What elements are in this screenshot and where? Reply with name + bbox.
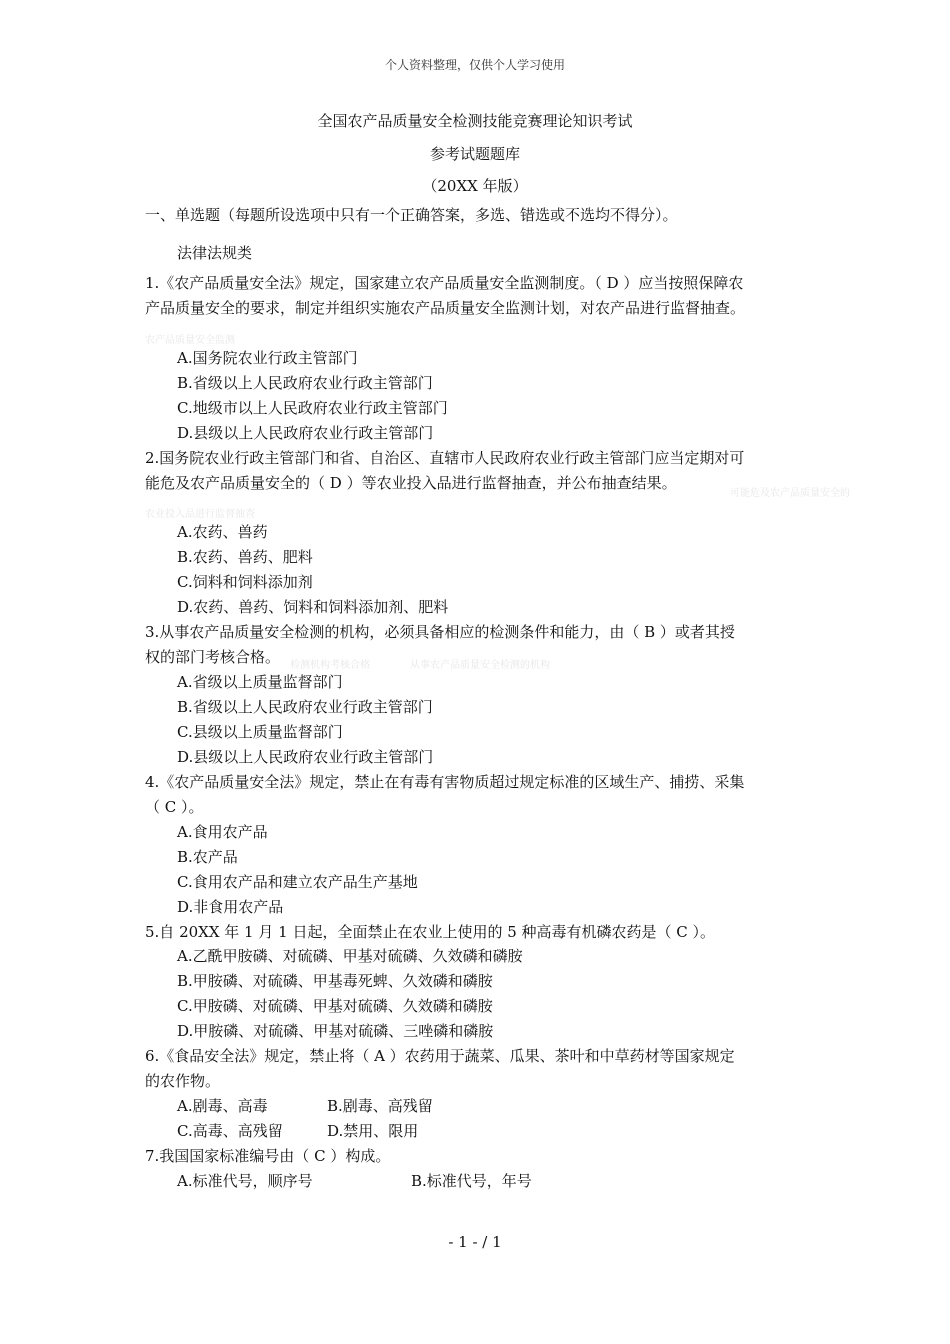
faint-watermark-text: 可能危及农产品质量安全的 [730, 488, 850, 499]
document-subtitle: 参考试题题库 [429, 145, 520, 163]
question-1-option-a: A.国务院农业行政主管部门 [177, 349, 358, 367]
category-heading: 法律法规类 [177, 244, 253, 262]
question-4-option-b: B.农产品 [177, 848, 238, 866]
section-heading: 一、单选题（每题所设选项中只有一个正确答案，多选、错选或不选均不得分）。 [145, 206, 678, 224]
question-6-option-c: C.高毒、高残留 [177, 1122, 283, 1140]
question-2-option-d: D.农药、兽药、饲料和饲料添加剂、肥料 [177, 598, 449, 616]
question-6-line-1: 6.《食品安全法》规定，禁止将（ A ）农药用于蔬菜、瓜果、茶叶和中草药材等国家规定 [145, 1047, 735, 1065]
page-number-footer: - 1 - / 1 [448, 1233, 502, 1251]
question-1-line-2: 产品质量安全的要求，制定并组织实施农产品质量安全监测计划，对农产品进行监督抽查。 [145, 299, 746, 317]
question-7-option-b: B.标准代号，年号 [411, 1172, 532, 1190]
question-6-options-row-1 [177, 1094, 849, 1118]
question-5-option-d: D.甲胺磷、对硫磷、甲基对硫磷、三唑磷和磷胺 [177, 1022, 494, 1040]
question-6-line-2: 的农作物。 [145, 1072, 221, 1090]
question-7-option-a: A.标准代号，顺序号 [177, 1172, 313, 1190]
question-3-option-b: B.省级以上人民政府农业行政主管部门 [177, 698, 433, 716]
document-title: 全国农产品质量安全检测技能竞赛理论知识考试 [317, 112, 633, 130]
question-1-line-1: 1.《农产品质量安全法》规定，国家建立农产品质量安全监测制度。（ D ）应当按照保障农 [145, 274, 744, 292]
question-2-option-a: A.农药、兽药 [177, 523, 268, 541]
question-4-line-1: 4.《农产品质量安全法》规定，禁止在有毒有害物质超过规定标准的区域生产、捕捞、采集 [145, 773, 745, 791]
question-3-line-2: 权的部门考核合格。 [145, 648, 281, 666]
question-3-line-1: 3.从事农产品质量安全检测的机构，必须具备相应的检测条件和能力，由（ B ）或者其授 [145, 623, 735, 641]
question-6-option-d: D.禁用、限用 [327, 1122, 419, 1140]
question-2-option-c: C.饲料和饲料添加剂 [177, 573, 313, 591]
question-3-option-d: D.县级以上人民政府农业行政主管部门 [177, 748, 434, 766]
question-5-option-b: B.甲胺磷、对硫磷、甲基毒死蜱、久效磷和磷胺 [177, 972, 493, 990]
question-6-options-row-2 [177, 1119, 849, 1143]
question-1-option-d: D.县级以上人民政府农业行政主管部门 [177, 424, 434, 442]
faint-watermark-text: 从事农产品质量安全检测的机构 [410, 660, 550, 671]
question-7-options-row-1 [177, 1169, 849, 1193]
question-3-option-a: A.省级以上质量监督部门 [177, 673, 343, 691]
question-5-option-a: A.乙酰甲胺磷、对硫磷、甲基对硫磷、久效磷和磷胺 [177, 947, 523, 965]
question-3-option-c: C.县级以上质量监督部门 [177, 723, 343, 741]
question-4-line-2: （ C ）。 [145, 798, 204, 816]
question-5-line-1: 5.自 20XX 年 1 月 1 日起，全面禁止在农业上使用的 5 种高毒有机磷农药是（ C ）。 [145, 923, 716, 941]
question-1-option-b: B.省级以上人民政府农业行政主管部门 [177, 374, 433, 392]
question-7-line-1: 7.我国国家标准编号由（ C ）构成。 [145, 1147, 391, 1165]
header-note: 个人资料整理，仅供个人学习使用 [384, 58, 565, 72]
question-1-option-c: C.地级市以上人民政府农业行政主管部门 [177, 399, 448, 417]
question-6-option-b: B.剧毒、高残留 [327, 1097, 433, 1115]
question-4-option-c: C.食用农产品和建立农产品生产基地 [177, 873, 418, 891]
faint-watermark-text: 农产品质量安全监测 [145, 335, 235, 346]
question-5-option-c: C.甲胺磷、对硫磷、甲基对硫磷、久效磷和磷胺 [177, 997, 493, 1015]
question-2-line-1: 2.国务院农业行政主管部门和省、自治区、直辖市人民政府农业行政主管部门应当定期对可 [145, 449, 745, 467]
question-2-line-2: 能危及农产品质量安全的（ D ）等农业投入品进行监督抽查，并公布抽查结果。 [145, 474, 677, 492]
faint-watermark-text: 检测机构考核合格 [290, 660, 370, 671]
question-6-option-a: A.剧毒、高毒 [177, 1097, 268, 1115]
question-2-option-b: B.农药、兽药、肥料 [177, 548, 313, 566]
question-4-option-a: A.食用农产品 [177, 823, 268, 841]
faint-watermark-text: 农业投入品进行监督抽查 [145, 509, 255, 520]
document-edition: （20XX 年版） [422, 177, 528, 195]
question-4-option-d: D.非食用农产品 [177, 898, 284, 916]
